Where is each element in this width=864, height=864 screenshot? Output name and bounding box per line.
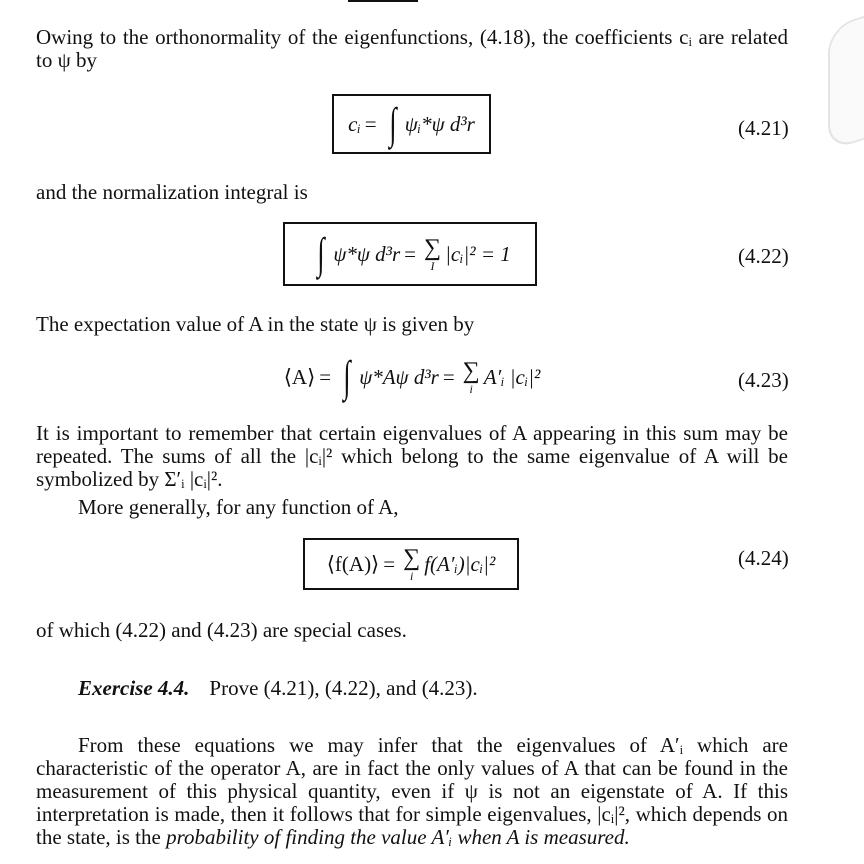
equation-4-24: ⟨f(A)⟩ = ∑ i f(A′ᵢ)|cᵢ|² bbox=[303, 538, 519, 590]
equation-4-23: ⟨A⟩ = ∫ ψ*Aψ d³r = ∑ i A′ᵢ |cᵢ|² bbox=[283, 352, 541, 401]
exercise-text: Prove (4.21), (4.22), and (4.23). bbox=[209, 676, 478, 700]
paragraph-orthonormality: Owing to the orthonormality of the eigenfunctions, (4.18), the coefficients cᵢ are related to ψ by bbox=[36, 25, 788, 72]
integral-sign: ∫ bbox=[343, 352, 351, 401]
paragraph-expectation: The expectation value of A in the state ψ is given by bbox=[36, 312, 475, 336]
integral-sign: ∫ bbox=[389, 99, 397, 148]
paragraph-more-generally: More generally, for any function of A, bbox=[78, 495, 399, 519]
paragraph-repeated-eigenvalues: It is important to remember that certain eigenvalues of A appearing in this sum may be repeated. The sums of all the |cᵢ|² which belong to the same eigenvalue of A will be symbolized by Σ′ᵢ |cᵢ|². bbox=[36, 421, 788, 491]
summation-sign: ∑ I bbox=[423, 235, 442, 273]
page-corner-decoration bbox=[828, 9, 864, 152]
equation-number-4-23: (4.23) bbox=[738, 368, 789, 392]
summation-sign: ∑ i bbox=[403, 545, 421, 583]
exercise-title: Exercise 4.4. bbox=[78, 676, 190, 700]
summation-sign: ∑ i bbox=[462, 358, 480, 396]
top-rule bbox=[348, 0, 418, 2]
equation-number-4-21: (4.21) bbox=[738, 116, 789, 140]
equation-number-4-22: (4.22) bbox=[738, 244, 789, 268]
equation-4-22: ∫ ψ*ψ d³r = ∑ I |cᵢ|² = 1 bbox=[283, 222, 537, 286]
paragraph-special-cases: of which (4.22) and (4.23) are special cases. bbox=[36, 618, 407, 642]
integral-sign: ∫ bbox=[317, 229, 325, 278]
equation-4-21: cᵢ = ∫ ψᵢ*ψ d³r bbox=[332, 94, 491, 154]
equation-number-4-24: (4.24) bbox=[738, 546, 789, 570]
paragraph-normalization: and the normalization integral is bbox=[36, 180, 308, 204]
exercise-4-4 bbox=[78, 676, 478, 701]
paragraph-interpretation: From these equations we may infer that the eigenvalues of A′ᵢ which are characteristic of the operator A, are in fact the only values of A that can be found in the measurement of this physical quantity, even if ψ is not an eigenstate of A. If this interpretation is made, then it follows that for simple eigenvalues, |cᵢ|², which depends on the state, is the probability of finding the value A′ᵢ when A is measured. bbox=[36, 733, 788, 849]
